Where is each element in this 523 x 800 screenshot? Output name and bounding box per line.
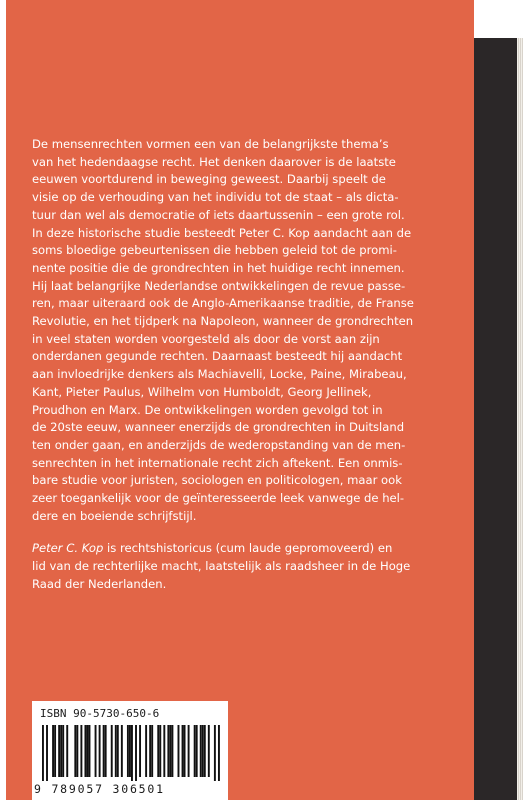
barcode-bar [121,725,123,777]
blurb-line: In deze historische studie besteedt Peter C. Kop aandacht aan de [32,225,412,240]
barcode-bar [80,725,82,777]
barcode-bar [115,725,117,777]
barcode-bar [218,725,220,781]
barcode-bar [135,725,137,781]
barcode-bar [178,725,180,777]
barcode-bar [157,725,159,777]
barcode-label [32,701,228,800]
blurb-line: soms bloedige gebeurtenissen die hebben geleid tot de promi- [32,243,397,258]
blurb-line: onderdanen gegunde rechten. Daarnaast besteedt hij aandacht [32,349,403,364]
blurb-line: in veel staten worden voorgesteld als door de vorst aan zijn [32,331,380,346]
blurb-line: eeuwen voortdurend in beweging geweest. Daarbij speelt de [32,172,386,187]
blurb-line: ten onder gaan, en anderzijds de wederopstanding van de men- [32,437,406,452]
barcode-bar [204,725,206,777]
barcode-bar [74,725,76,777]
blurb-line: van het hedendaagse recht. Het denken daarover is de laatste [32,154,396,169]
author-name: Peter C. Kop [32,541,104,556]
barcode-bar [171,725,173,777]
barcode-bar [200,725,202,777]
barcode-bar [52,725,54,777]
barcode-image [42,725,220,781]
barcode-bar [127,725,129,777]
ean-digits: 9 789057 306501 [34,782,165,796]
blurb-line: senrechten in het internationale recht zich aftekent. Een onmis- [32,455,403,470]
barcode-bar [184,725,186,777]
barcode-bar [151,725,153,777]
blurb-line: visie op de verhouding van het individu tot de staat – als dicta- [32,190,399,205]
barcode-bar [208,725,210,777]
barcode-bar [54,725,56,777]
barcode-bar [58,725,60,777]
barcode-bar [95,725,97,777]
barcode-bar [62,725,64,777]
barcode-bar [159,725,161,777]
isbn-number: ISBN 90-5730-650-6 [40,707,160,720]
barcode-bar [66,725,68,777]
paragraph-gap [32,525,442,540]
barcode-bar [76,725,78,777]
barcode-bar [182,725,184,777]
blurb-line: tuur dan wel als democratie of iets daartussenin – een grote rol. [32,207,405,222]
barcode-bar [84,725,86,777]
blurb-line: De mensenrechten vormen een van de belangrijkste thema’s [32,137,389,151]
author-bio-line: lid van de rechterlijke macht, laatstelijk als raadsheer in de Hoge [32,559,411,574]
barcode-bar [87,725,89,777]
barcode-bar [194,725,196,777]
barcode-bar [188,725,190,777]
blurb-line: Hij laat belangrijke Nederlandse ontwikkelingen de revue passe- [32,278,406,293]
barcode-bar [139,725,141,777]
author-bio-line: Raad der Nederlanden. [32,576,167,591]
barcode-bar [117,725,119,777]
barcode-bar [99,725,101,777]
blurb-line: nente positie die de grondrechten in het huidige recht innemen. [32,260,405,275]
blurb-line: ren, maar uiteraard ook de Anglo-Amerikaanse traditie, de Franse [32,296,414,311]
barcode-bar [103,725,105,777]
barcode-bar [214,725,216,781]
barcode-bar [60,725,62,777]
blurb-line: aan invloedrijke denkers als Machiavelli, Locke, Paine, Mirabeau, [32,367,407,382]
barcode-bar [46,725,48,781]
barcode-bar [167,725,169,777]
blurb-line: de 20ste eeuw, wanneer enerzijds de grondrechten in Duitsland [32,420,405,435]
author-bio-text: is rechtshistoricus (cum laude gepromoveerd) en [103,541,393,556]
barcode-bar [169,725,171,777]
blurb-line: Proudhon en Marx. De ontwikkelingen worden gevolgd tot in [32,402,383,417]
barcode-bar [149,725,151,777]
barcode-bar [163,725,165,777]
barcode-bar [129,725,131,777]
book-spine [474,38,517,800]
blurb-line: bare studie voor juristen, sociologen en politicologen, maar ook [32,473,402,488]
barcode-bar [105,725,107,777]
page-edges [517,38,523,800]
barcode-bar [111,725,113,777]
blurb-line: Kant, Pieter Paulus, Wilhelm von Humboldt, Georg Jellinek, [32,384,372,399]
blurb-text [32,136,442,594]
blurb-line: dere en boeiende schrijfstijl. [32,508,197,523]
author-bio-line [32,540,442,558]
blurb-line: Revolutie, en het tijdperk na Napoleon, wanneer de grondrechten [32,314,414,329]
barcode-bar [89,725,91,777]
barcode-bar [131,725,133,781]
barcode-bar [145,725,147,777]
barcode-bar [196,725,198,777]
barcode-bar [202,725,204,777]
blurb-line: zeer toegankelijk voor de geïnteresseerde leek vanwege de hel- [32,491,405,506]
barcode-bar [42,725,44,781]
